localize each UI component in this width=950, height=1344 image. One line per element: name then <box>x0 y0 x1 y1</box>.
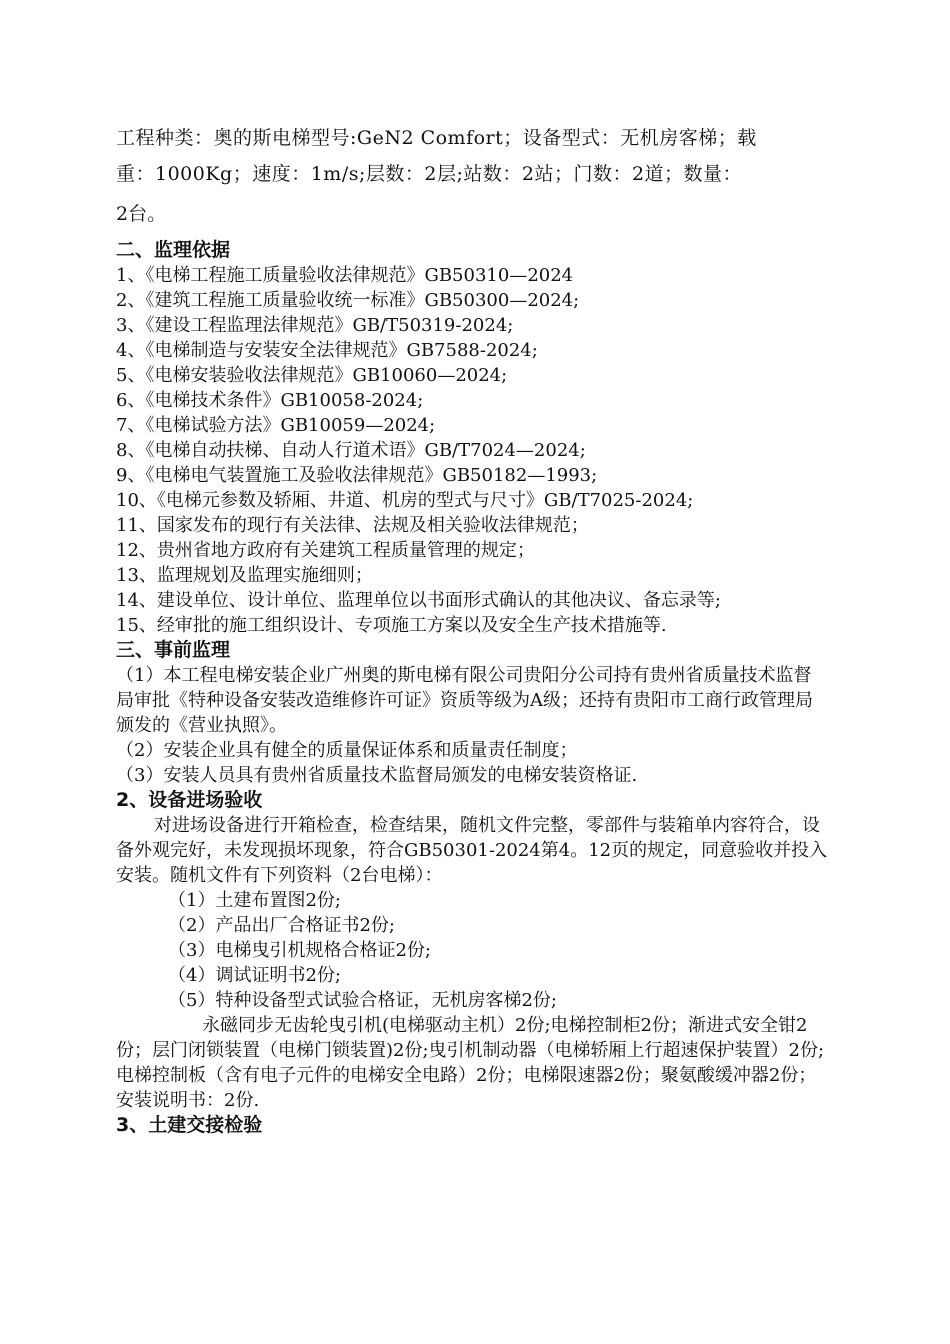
section-heading-basis: 二、监理依据 <box>116 239 231 261</box>
basis-item: 14、建设单位、设计单位、监理单位以书面形式确认的其他决议、备忘录等; <box>116 590 721 611</box>
component-certificates-paragraph: 永磁同步无齿轮曳引机(电梯驱动主机）2份;电梯控制柜2份；渐进式安全钳2份；层门闭锁装置（电梯门锁装置)2份;曳引机制动器（电梯轿厢上行超速保护装置）2份;电梯控制板（含有电子元件的电梯安全电路）2份；电梯限速器2份；聚氨酸缓冲器2份；安装说明书：2份. <box>116 1015 825 1111</box>
accompanying-document-item: （3）电梯曳引机规格合格证2份; <box>168 940 431 961</box>
prior-supervision-item: （3）安装人员具有贵州省质量技术监督局颁发的电梯安装资格证. <box>116 765 638 786</box>
basis-item: 15、经审批的施工组织设计、专项施工方案以及安全生产技术措施等. <box>116 615 667 636</box>
subsection-heading-equipment-acceptance: 2、设备进场验收 <box>116 789 263 811</box>
accompanying-document-item: （5）特种设备型式试验合格证，无机房客梯2份; <box>168 990 557 1011</box>
project-info-line-1: 工程种类：奥的斯电梯型号:GeN2 Comfort；设备型式：无机房客梯；载 <box>116 127 757 149</box>
document-body <box>116 120 828 1138</box>
basis-item: 10、《电梯元参数及轿厢、井道、机房的型式与尺寸》GB/T7025-2024; <box>116 490 694 511</box>
project-info-line-3: 2台。 <box>116 203 167 225</box>
subsection-heading-civil-handover: 3、土建交接检验 <box>116 1114 263 1136</box>
project-info-line-2: 重：1000Kg；速度：1m/s;层数：2层;站数：2站；门数：2道；数量： <box>116 163 743 185</box>
basis-item: 1、《电梯工程施工质量验收法律规范》GB50310—2024 <box>116 265 574 286</box>
basis-item: 4、《电梯制造与安装安全法律规范》GB7588-2024; <box>116 340 538 361</box>
accompanying-document-item: （1）土建布置图2份; <box>168 890 341 911</box>
basis-item: 13、监理规划及监理实施细则； <box>116 565 373 586</box>
accompanying-document-item: （2）产品出厂合格证书2份; <box>168 915 395 936</box>
basis-item: 3、《建设工程监理法律规范》GB/T50319-2024; <box>116 315 514 336</box>
basis-item: 12、贵州省地方政府有关建筑工程质量管理的规定； <box>116 540 535 561</box>
basis-item: 5、《电梯安装验收法律规范》GB10060—2024; <box>116 365 508 386</box>
accompanying-document-item: （4）调试证明书2份; <box>168 965 341 986</box>
basis-item: 9、《电梯电气装置施工及验收法律规范》GB50182—1993; <box>116 465 598 486</box>
basis-item: 2、《建筑工程施工质量验收统一标准》GB50300—2024; <box>116 290 580 311</box>
prior-supervision-item: （1）本工程电梯安装企业广州奥的斯电梯有限公司贵阳分公司持有贵州省质量技术监督局审批《特种设备安装改造维修许可证》资质等级为A级；还持有贵阳市工商行政管理局颁发的《营业执照》。 <box>116 665 813 736</box>
equipment-acceptance-paragraph: 对进场设备进行开箱检查，检查结果，随机文件完整，零部件与装箱单内容符合，设备外观完好，未发现损坏现象，符合GB50301-2024第4。12页的规定，同意验收并投入安装。随机文件有下列资料（2台电梯）： <box>116 815 828 886</box>
basis-item: 11、国家发布的现行有关法律、法规及相关验收法律规范； <box>116 515 589 536</box>
prior-supervision-item: （2）安装企业具有健全的质量保证体系和质量责任制度； <box>116 740 578 761</box>
basis-item: 6、《电梯技术条件》GB10058-2024; <box>116 390 424 411</box>
basis-item: 8、《电梯自动扶梯、自动人行道术语》GB/T7024—2024; <box>116 440 586 461</box>
section-heading-prior-supervision: 三、事前监理 <box>116 639 231 661</box>
basis-item: 7、《电梯试验方法》GB10059—2024; <box>116 415 436 436</box>
